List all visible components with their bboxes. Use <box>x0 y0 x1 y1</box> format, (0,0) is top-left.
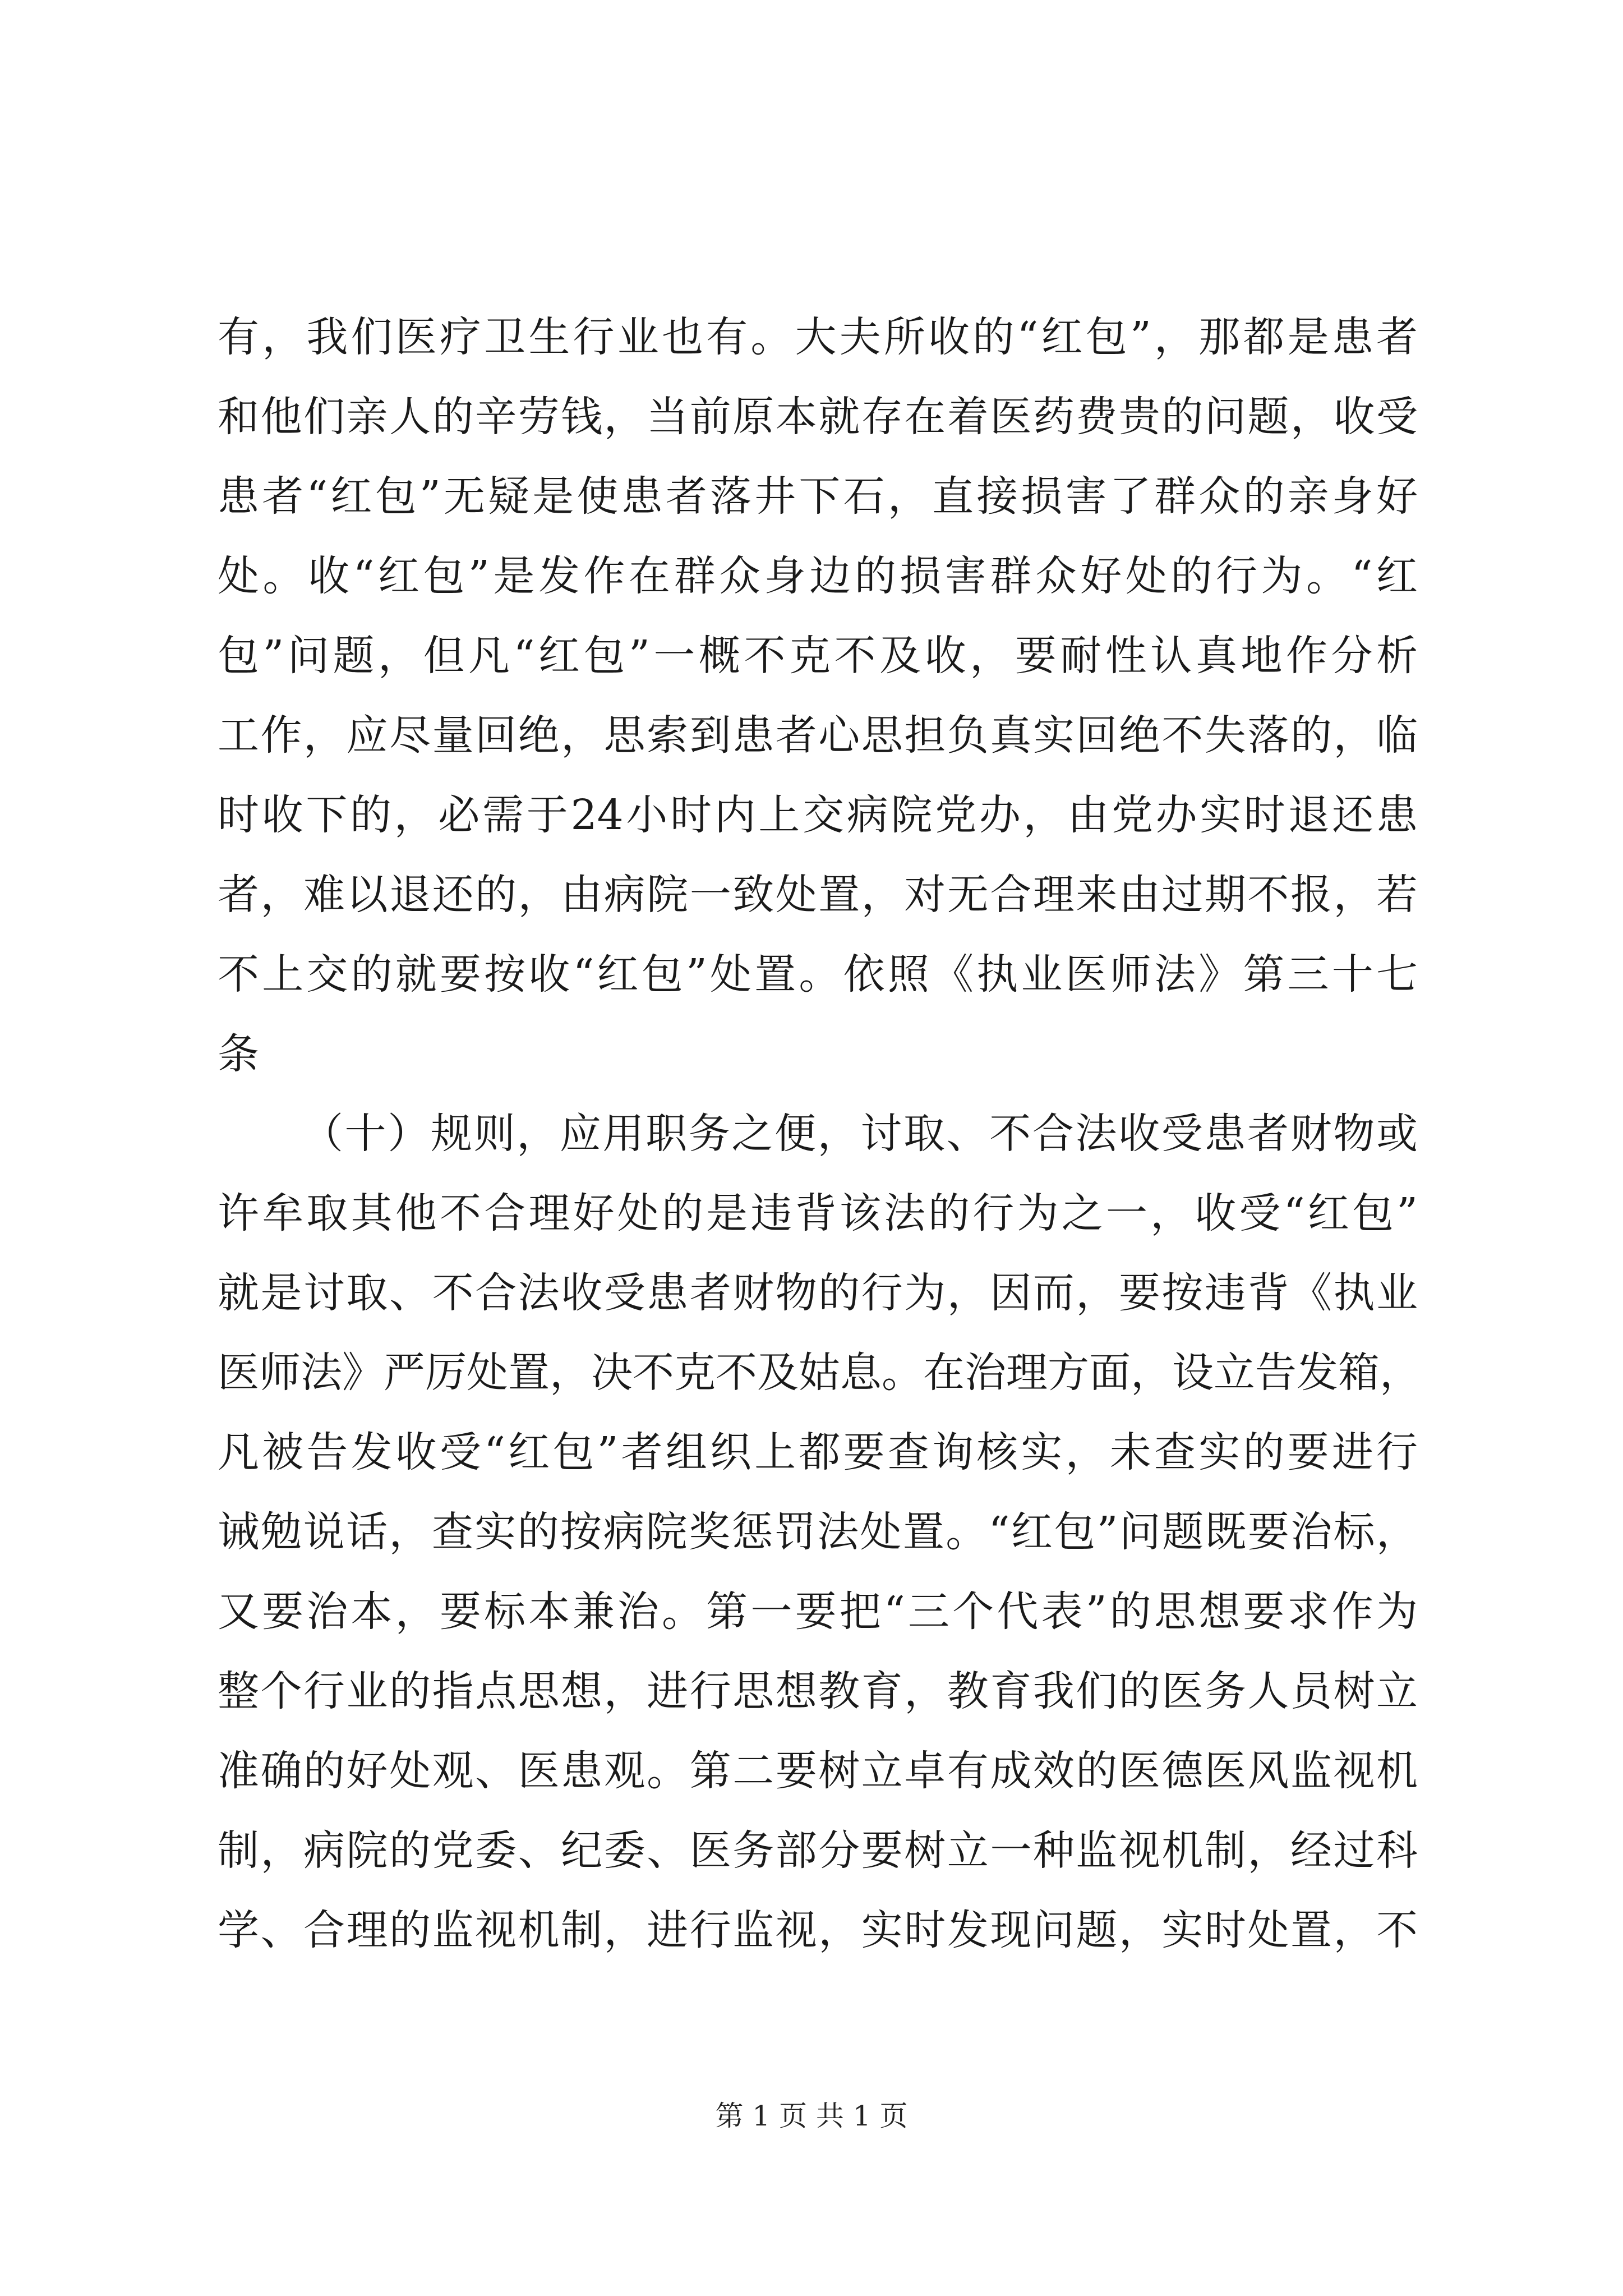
body-line: 制，病院的党委、纪委、医务部分要树立一种监视机制，经过科 <box>218 1826 1418 1875</box>
body-line: （十）规则，应用职务之便，讨取、不合法收受患者财物或 <box>302 1110 1418 1158</box>
body-line: 学、合理的监视机制，进行监视，实时发现问题，实时处置，不 <box>218 1906 1418 1954</box>
body-line: 整个行业的指点思想，进行思想教育，教育我们的医务人员树立 <box>218 1667 1418 1715</box>
body-line: 患者“红包”无疑是使患者落井下石，直接损害了群众的亲身好 <box>218 472 1418 521</box>
body-line: 医师法》严厉处置，决不克不及姑息。在治理方面，设立告发箱， <box>218 1349 1421 1397</box>
body-line: 条 <box>218 1030 259 1078</box>
page-footer: 第 1 页 共 1 页 <box>715 2100 908 2132</box>
body-line: 诫勉说话，查实的按病院奖惩罚法处置。“红包”问题既要治标， <box>218 1508 1418 1556</box>
body-line: 许牟取其他不合理好处的是违背该法的行为之一，收受“红包” <box>218 1189 1418 1237</box>
body-line: 就是讨取、不合法收受患者财物的行为，因而，要按违背《执业 <box>218 1269 1418 1317</box>
body-line: 包”问题，但凡“红包”一概不克不及收，要耐性认真地作分析 <box>218 632 1418 680</box>
body-line: 又要治本，要标本兼治。第一要把“三个代表”的思想要求作为 <box>218 1588 1418 1636</box>
body-line: 准确的好处观、医患观。第二要树立卓有成效的医德医风监视机 <box>218 1747 1418 1795</box>
document-body <box>218 297 1421 1970</box>
body-line: 凡被告发收受“红包”者组织上都要查询核实，未查实的要进行 <box>218 1428 1418 1476</box>
body-line: 者，难以退还的，由病院一致处置，对无合理来由过期不报，若 <box>218 871 1418 919</box>
body-line: 不上交的就要按收“红包”处置。依照《执业医师法》第三十七 <box>218 950 1418 999</box>
body-line: 时收下的，必需于24小时内上交病院党办，由党办实时退还患 <box>218 791 1418 839</box>
body-line: 有，我们医疗卫生行业也有。大夫所收的“红包”，那都是患者 <box>218 313 1418 361</box>
body-line: 和他们亲人的辛劳钱，当前原本就存在着医药费贵的问题，收受 <box>218 393 1418 441</box>
body-line: 工作，应尽量回绝，思索到患者心思担负真实回绝不失落的，临 <box>218 711 1418 760</box>
body-line: 处。收“红包”是发作在群众身边的损害群众好处的行为。“红 <box>218 552 1418 600</box>
